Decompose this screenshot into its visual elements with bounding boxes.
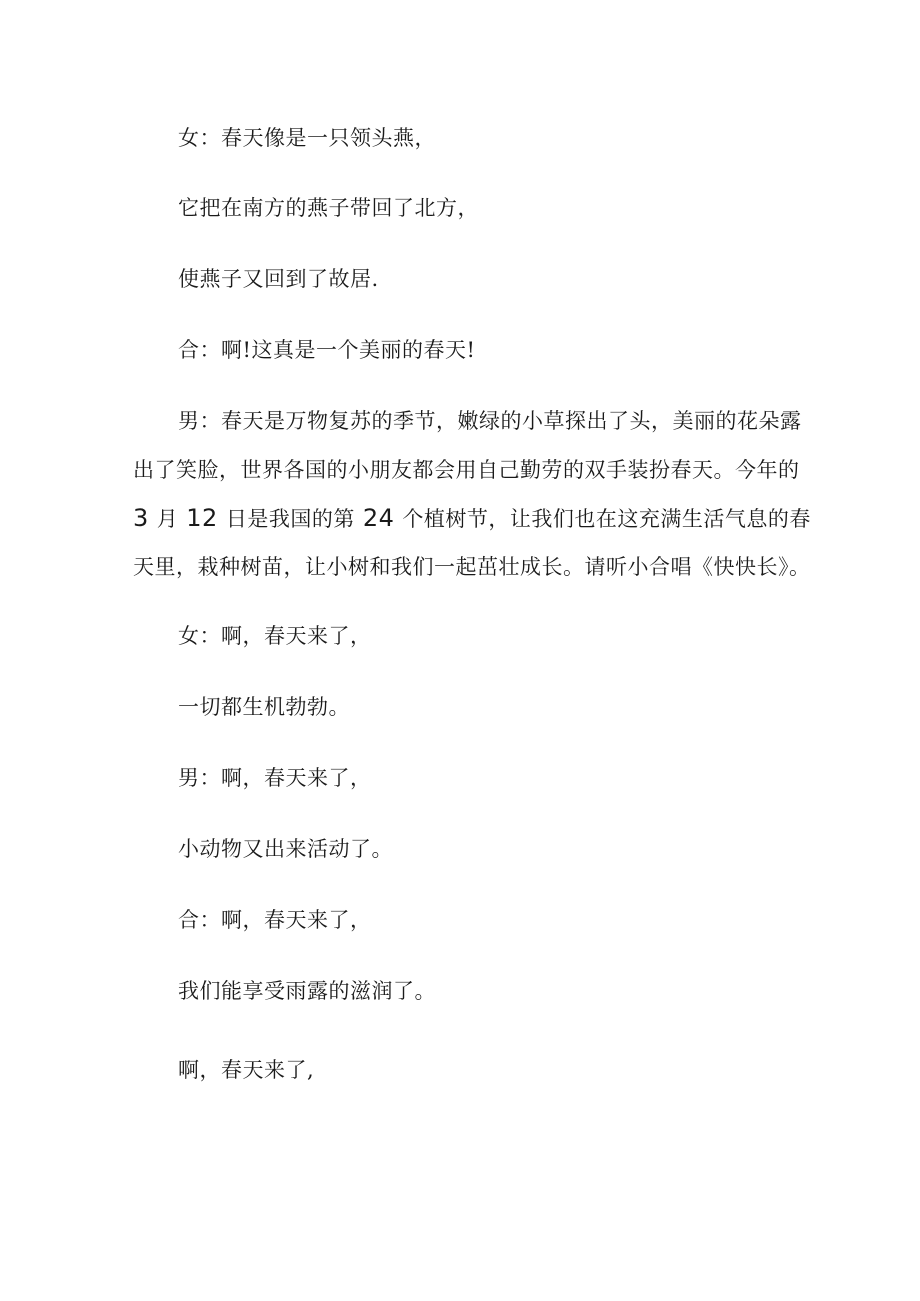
text-segment: 日是我国的第	[225, 507, 355, 531]
text-line: 出了笑脸，世界各国的小朋友都会用自己勤劳的双手装扮春天。今年的	[133, 458, 800, 482]
text-line: 女：啊，春天来了，	[178, 624, 372, 648]
text-line: 我们能享受雨露的滋润了。	[178, 979, 436, 1003]
text-line: 男：啊，春天来了，	[178, 766, 372, 790]
text-line: 一切都生机勃勃。	[178, 695, 350, 719]
text-line-with-numbers	[133, 503, 811, 534]
number-text: 24	[362, 504, 395, 532]
text-line: 天里，栽种树苗，让小树和我们一起茁壮成长。请听小合唱《快快长》。	[133, 555, 811, 579]
number-text: 3	[133, 504, 149, 532]
text-line: 合：啊，春天来了，	[178, 908, 372, 932]
text-line: 小动物又出来活动了。	[178, 837, 393, 861]
text-line: 女：春天像是一只领头燕，	[178, 126, 436, 150]
text-segment: 个植树节，让我们也在这充满生活气息的春	[402, 507, 811, 531]
text-segment: 月	[156, 507, 179, 531]
text-line: 使燕子又回到了故居.	[178, 267, 379, 291]
text-line: 合：啊!这真是一个美丽的春天!	[178, 338, 476, 362]
text-line: 男：春天是万物复苏的季节，嫩绿的小草探出了头，美丽的花朵露	[178, 409, 802, 433]
text-line: 它把在南方的燕子带回了北方，	[178, 196, 479, 220]
text-line: 啊，春天来了,	[178, 1058, 315, 1082]
number-text: 12	[186, 504, 218, 532]
